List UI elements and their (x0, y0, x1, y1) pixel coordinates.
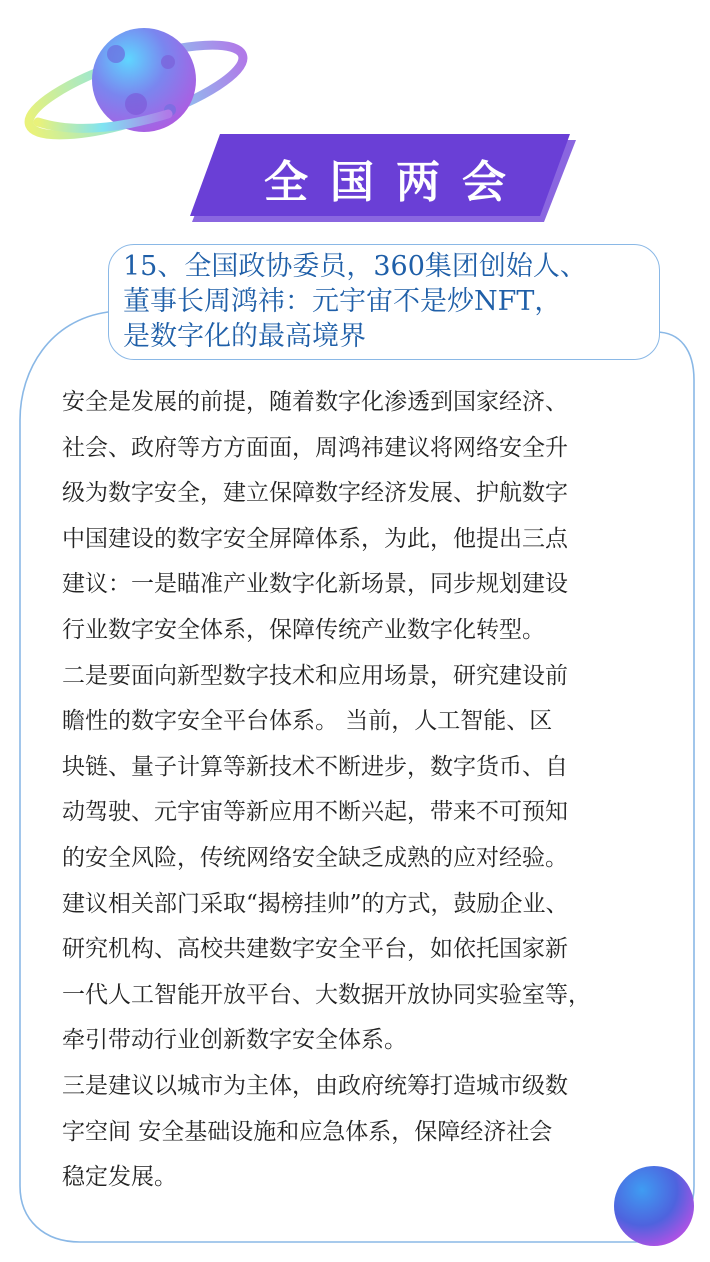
body-line: 的安全风险，传统网络安全缺乏成熟的应对经验。 (62, 844, 568, 871)
body-line: 安全是发展的前提，随着数字化渗透到国家经济、 (62, 389, 568, 415)
body-line: 块链、量子计算等新技术不断进步，数字货币、自 (62, 753, 568, 780)
body-line: 牵引带动行业创新数字安全体系。 (62, 1027, 407, 1054)
gradient-ball-icon (612, 1164, 696, 1248)
body-line: 社会、政府等方方面面，周鸿祎建议将网络安全升 (62, 434, 568, 461)
headline-line: 是数字化的最高境界 (123, 321, 366, 352)
headline-box (108, 244, 660, 360)
body-line: 二是要面向新型数字技术和应用场景，研究建设前 (62, 662, 568, 689)
body-line: 稳定发展。 (62, 1164, 177, 1191)
body-line: 瞻性的数字安全平台体系。 当前，人工智能、区 (62, 708, 553, 735)
headline-line: 董事长周鸿祎：元宇宙不是炒NFT， (123, 286, 562, 317)
article-body (62, 380, 662, 1201)
body-line: 研究机构、高校共建数字安全平台，如依托国家新 (62, 936, 568, 963)
body-line: 建议相关部门采取“揭榜挂帅”的方式，鼓励企业、 (62, 890, 569, 917)
body-line: 级为数字安全，建立保障数字经济发展、护航数字 (62, 480, 568, 507)
body-line: 一代人工智能开放平台、大数据开放协同实验室等， (62, 981, 591, 1008)
body-line: 行业数字安全体系，保障传统产业数字化转型。 (62, 616, 545, 643)
body-line: 动驾驶、元宇宙等新应用不断兴起，带来不可预知 (62, 799, 568, 826)
body-line: 三是建议以城市为主体，由政府统筹打造城市级数 (62, 1072, 568, 1099)
body-line: 中国建设的数字安全屏障体系，为此，他提出三点 (62, 525, 568, 552)
headline-line: 15、全国政协委员，360集团创始人、 (123, 251, 587, 282)
body-line: 建议：一是瞄准产业数字化新场景，同步规划建设 (62, 571, 568, 598)
body-line: 字空间 安全基础设施和应急体系，保障经济社会 (62, 1118, 553, 1145)
banner-title: 全国两会 (264, 157, 528, 208)
